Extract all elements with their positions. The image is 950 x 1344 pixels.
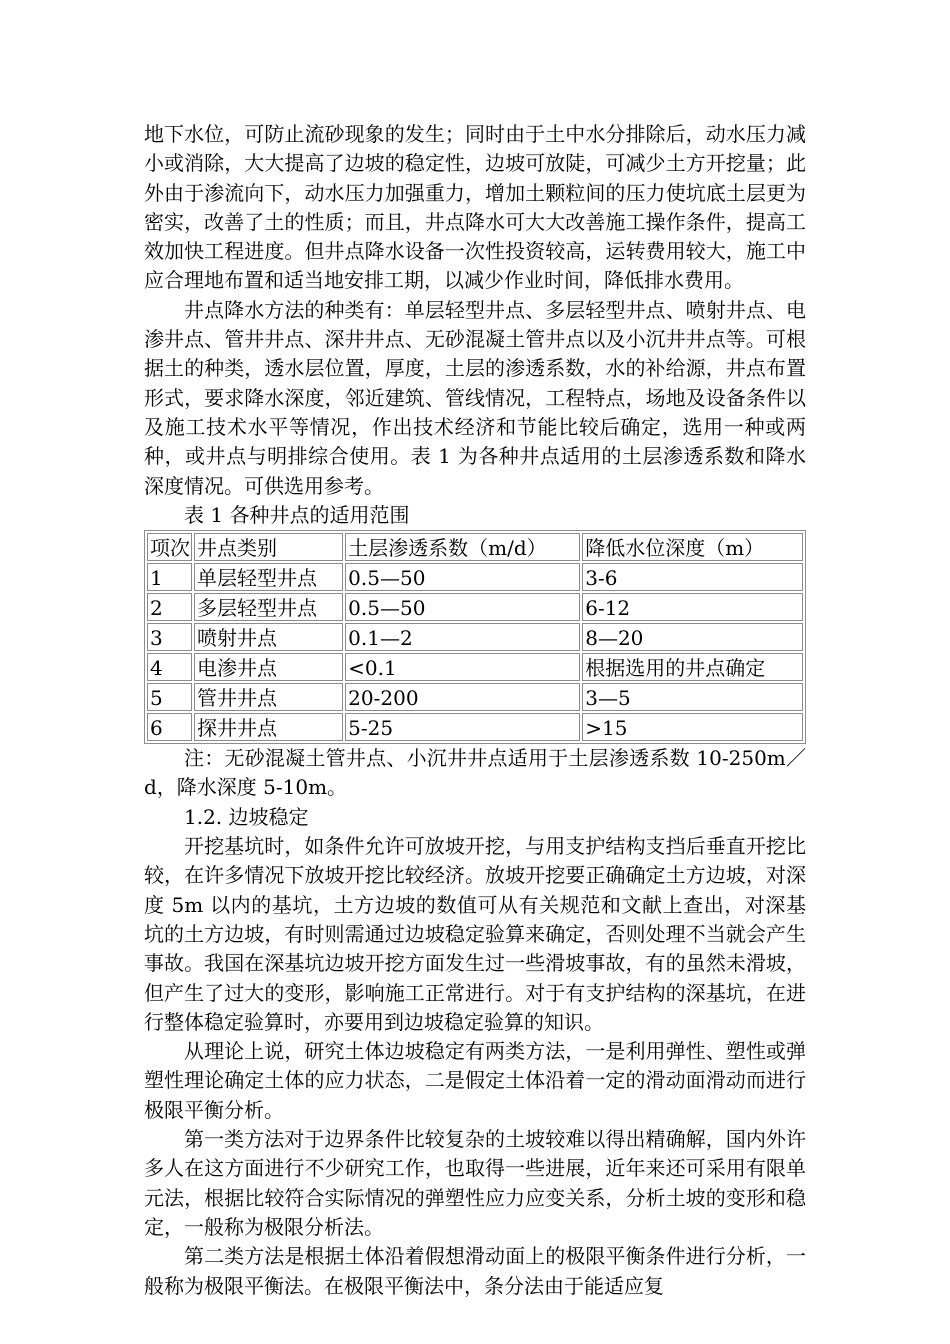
table-cell: 1 (147, 563, 192, 591)
table-row (147, 713, 803, 741)
table-cell: <0.1 (345, 653, 580, 681)
table-cell: >15 (582, 713, 803, 741)
header-cell-permeability: 土层渗透系数（m/d） (345, 533, 580, 561)
table-cell: 20-200 (345, 683, 580, 711)
table-cell: 管井井点 (194, 683, 343, 711)
table-cell: 喷射井点 (194, 623, 343, 651)
table-cell: 8—20 (582, 623, 803, 651)
paragraph-first-method: 第一类方法对于边界条件比较复杂的土坡较难以得出精确解，国内外许多人在这方面进行不少研究工作，也取得一些进展，近年来还可采用有限单元法，根据比较符合实际情况的弹塑性应力应变关系，分析土坡的变形和稳定，一般称为极限分析法。 (144, 1127, 806, 1239)
table-cell: 4 (147, 653, 192, 681)
paragraph-second-method: 第二类方法是根据土体沿着假想滑动面上的极限平衡条件进行分析，一般称为极限平衡法。在极限平衡法中，条分法由于能适应复 (144, 1244, 806, 1298)
table-row (147, 563, 803, 591)
header-cell-depth: 降低水位深度（m） (582, 533, 803, 561)
table-cell: 根据选用的井点确定 (582, 653, 803, 681)
header-cell-type: 井点类别 (194, 533, 343, 561)
table-caption: 表 1 各种井点的适用范围 (184, 502, 410, 527)
table-cell: 5 (147, 683, 192, 711)
paragraph-dewatering-benefits: 地下水位，可防止流砂现象的发生；同时由于土中水分排除后，动水压力减小或消除，大大提高了边坡的稳定性，边坡可放陡，可减少土方开挖量；此外由于渗流向下，动水压力加强重力，增加土颗粒间的压力使坑底土层更为密实，改善了土的性质；而且，井点降水可大大改善施工操作条件，提高工效加快工程进度。但井点降水设备一次性投资较高，运转费用较大，施工中应合理地布置和适当地安排工期，以减少作业时间，降低排水费用。 (144, 122, 806, 293)
paragraph-well-point-types: 井点降水方法的种类有：单层轻型井点、多层轻型井点、喷射井点、电渗井点、管井井点、深井井点、无砂混凝土管井点以及小沉井井点等。可根据土的种类，透水层位置，厚度，土层的渗透系数，水的补给源，井点布置形式，要求降水深度，邻近建筑、管线情况，工程特点，场地及设备条件以及施工技术水平等情况，作出技术经济和节能比较后确定，选用一种或两种，或井点与明排综合使用。表 1 为各种井点适用的土层渗透系数和降水深度情况。可供选用参考。 (144, 297, 806, 498)
table-cell: 电渗井点 (194, 653, 343, 681)
table-row (147, 683, 803, 711)
table-cell: 6-12 (582, 593, 803, 621)
table-cell: 探井井点 (194, 713, 343, 741)
header-cell-index: 项次 (147, 533, 192, 561)
table-note: 注：无砂混凝土管井点、小沉井井点适用于土层渗透系数 10-250m／d，降水深度 5-10m。 (144, 746, 806, 800)
table-cell: 0.5—50 (345, 563, 580, 591)
table-cell: 3 (147, 623, 192, 651)
section-heading: 1.2. 边坡稳定 (184, 804, 309, 829)
table-cell: 6 (147, 713, 192, 741)
table-row (147, 623, 803, 651)
table-cell: 0.5—50 (345, 593, 580, 621)
table-cell: 3-6 (582, 563, 803, 591)
well-point-table (144, 530, 806, 744)
table-row (147, 653, 803, 681)
table-cell: 5-25 (345, 713, 580, 741)
table-cell: 0.1—2 (345, 623, 580, 651)
table-header-row (147, 533, 803, 561)
table-cell: 多层轻型井点 (194, 593, 343, 621)
document-page (144, 120, 806, 1301)
paragraph-slope-excavation: 开挖基坑时，如条件允许可放坡开挖，与用支护结构支挡后垂直开挖比较，在许多情况下放坡开挖比较经济。放坡开挖要正确确定土方边坡，对深度 5m 以内的基坑，土方边坡的数值可从有关规范和文献上查出，对深基坑的土方边坡，有时则需通过边坡稳定验算来确定，否则处理不当就会产生事故。我国在深基坑边坡开挖方面发生过一些滑坡事故，有的虽然未滑坡，但产生了过大的变形，影响施工正常进行。对于有支护结构的深基坑，在进行整体稳定验算时，亦要用到边坡稳定验算的知识。 (144, 834, 806, 1034)
table-cell: 单层轻型井点 (194, 563, 343, 591)
paragraph-two-methods: 从理论上说，研究土体边坡稳定有两类方法，一是利用弹性、塑性或弹塑性理论确定土体的应力状态，二是假定土体沿着一定的滑动面滑动而进行极限平衡分析。 (144, 1039, 806, 1122)
table-cell: 2 (147, 593, 192, 621)
table-cell: 3—5 (582, 683, 803, 711)
table-row (147, 593, 803, 621)
